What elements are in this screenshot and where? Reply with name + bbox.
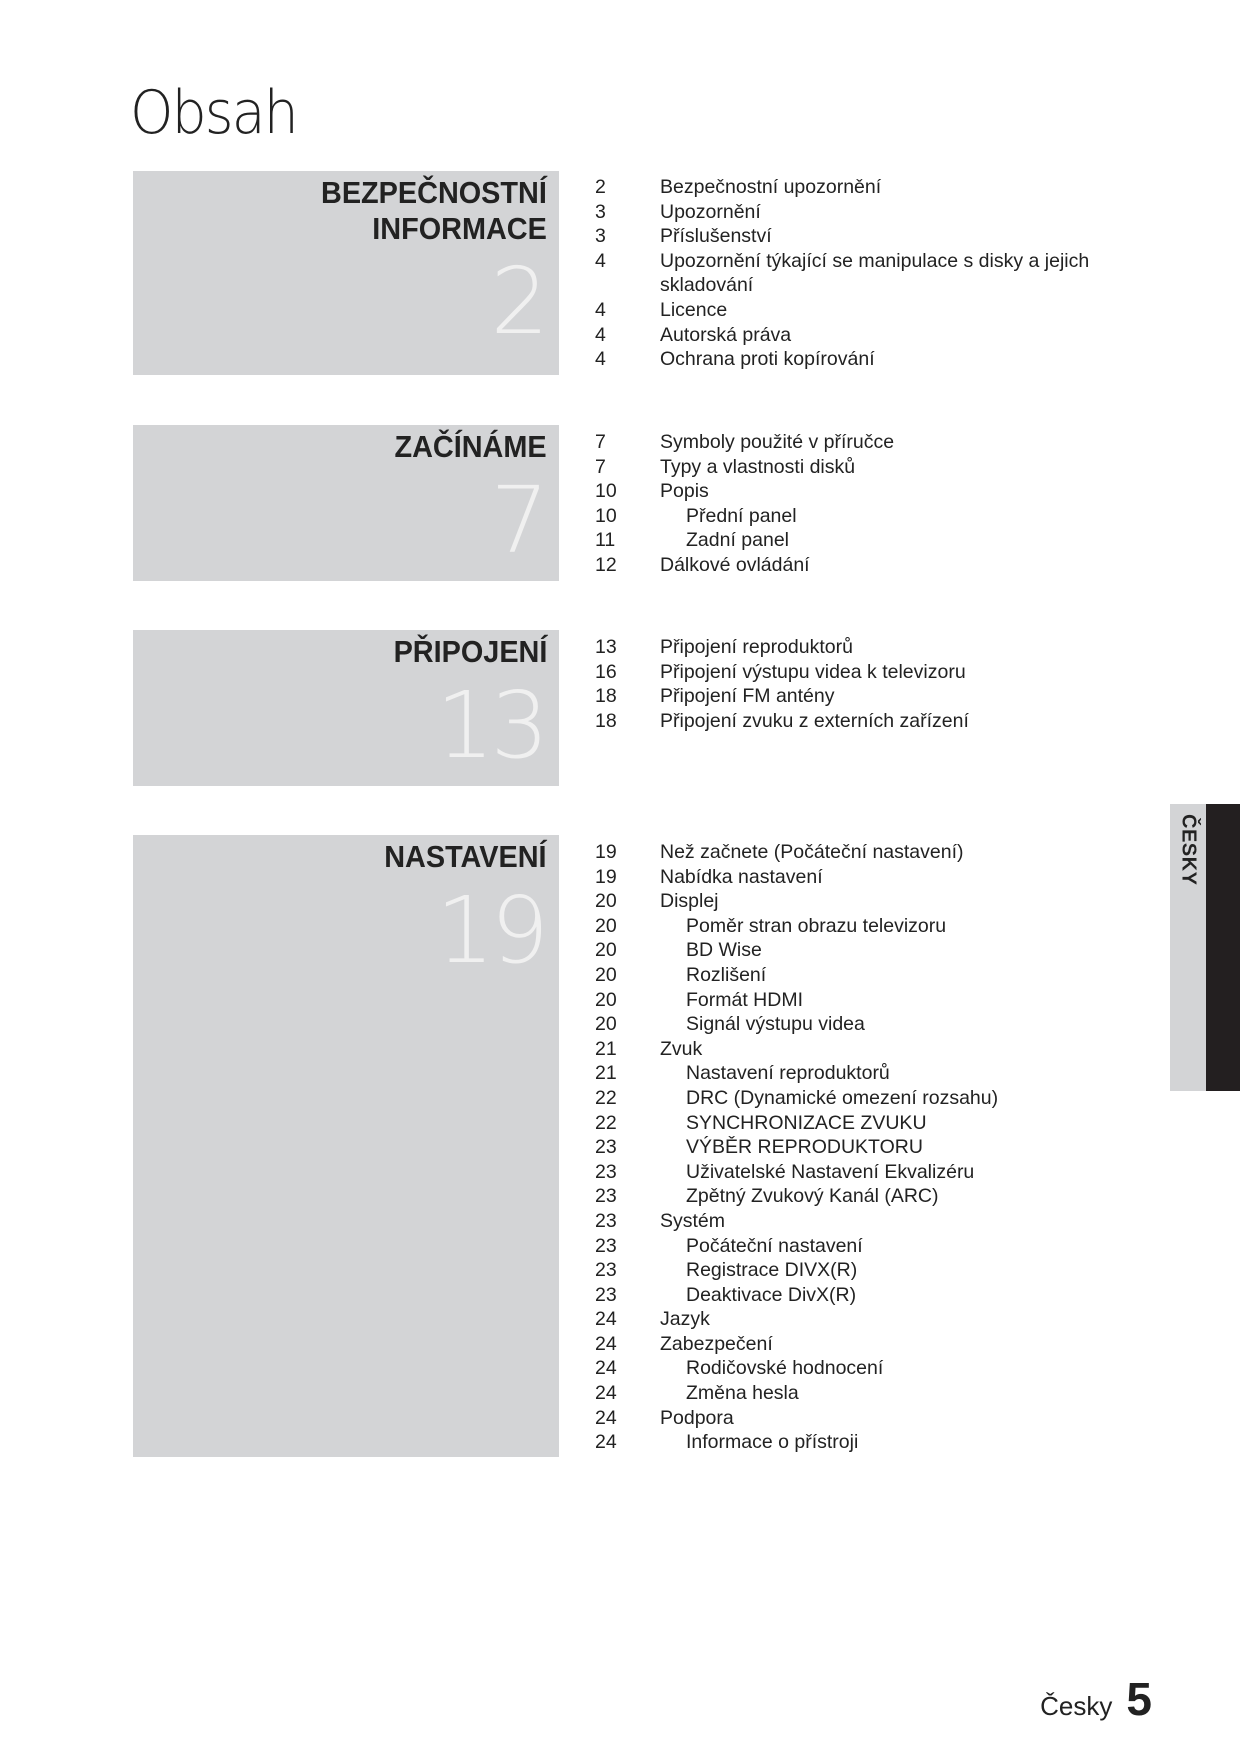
side-tab-label: ČESKY — [1177, 814, 1200, 886]
toc-entry-title: SYNCHRONIZACE ZVUKU — [686, 1111, 927, 1134]
toc-entry — [595, 200, 1115, 225]
toc-page-number: 23 — [595, 1234, 617, 1257]
toc-subentry — [595, 528, 1115, 553]
toc-subentry — [595, 914, 1115, 939]
toc-entry-title: Typy a vlastnosti disků — [660, 455, 856, 478]
toc-subentry — [595, 1283, 1115, 1308]
toc-page-number: 4 — [595, 348, 606, 371]
toc-page-number: 23 — [595, 1185, 617, 1208]
toc-entry-title: Rozlišení — [686, 963, 767, 986]
toc-subentry — [595, 504, 1115, 529]
toc-page-number: 20 — [595, 890, 617, 913]
toc-page-number: 18 — [595, 685, 617, 708]
toc-entry-title: Bezpečnostní upozornění — [660, 176, 882, 198]
toc-entry — [595, 684, 1115, 709]
toc-page-number: 20 — [595, 988, 617, 1011]
toc-page-number: 7 — [595, 455, 606, 478]
toc-entry — [595, 660, 1115, 685]
toc-page-number: 2 — [595, 176, 606, 198]
toc-entry — [595, 430, 1115, 455]
toc-page-number: 4 — [595, 298, 606, 321]
footer-page-number: 5 — [1126, 1673, 1152, 1725]
toc-page-number: 19 — [595, 841, 617, 863]
toc-page-number: 22 — [595, 1086, 617, 1109]
toc-page-number: 23 — [595, 1160, 617, 1183]
section-box-zaciname — [133, 425, 559, 581]
toc-page-number: 21 — [595, 1037, 617, 1060]
toc-subentry — [595, 1430, 1115, 1455]
toc-page-number: 23 — [595, 1283, 617, 1306]
toc-subentry — [595, 1234, 1115, 1259]
toc-page-number: 21 — [595, 1062, 617, 1085]
toc-page-number: 11 — [595, 529, 616, 552]
toc-entry — [595, 1406, 1115, 1431]
section-title: NASTAVENÍ — [384, 839, 547, 874]
toc-entry-title: Informace o přístroji — [686, 1431, 859, 1454]
toc-page-number: 23 — [595, 1209, 617, 1232]
section-box-bezpecnostni — [133, 171, 559, 375]
toc-page-number: 22 — [595, 1111, 617, 1134]
toc-subentry — [595, 1258, 1115, 1283]
toc-subentry — [595, 1184, 1115, 1209]
toc-entry — [595, 635, 1115, 660]
page-title: Obsah — [130, 78, 297, 148]
toc-entry-title: Displej — [660, 890, 719, 913]
toc-entry — [595, 224, 1115, 249]
toc-page-number: 20 — [595, 1013, 617, 1036]
toc-entry-title: Než začnete (Počáteční nastavení) — [660, 841, 964, 863]
toc-page-number: 23 — [595, 1136, 617, 1159]
toc-page-number: 3 — [595, 225, 606, 248]
toc-entry — [595, 1332, 1115, 1357]
toc-subentry — [595, 963, 1115, 988]
toc-entry-title: Připojení FM antény — [660, 685, 835, 708]
toc-list-nastaveni — [595, 840, 1115, 1455]
toc-subentry — [595, 1160, 1115, 1185]
toc-entry-title: Upozornění — [660, 200, 761, 223]
toc-entry-title: Systém — [660, 1209, 726, 1232]
section-box-pripojeni — [133, 630, 559, 786]
toc-entry — [595, 1307, 1115, 1332]
toc-entry-title: Zadní panel — [686, 529, 789, 552]
toc-entry — [595, 175, 1115, 200]
toc-entry — [595, 479, 1115, 504]
section-number: 7 — [490, 467, 545, 574]
toc-subentry — [595, 1356, 1115, 1381]
toc-entry-title: Nabídka nastavení — [660, 865, 823, 888]
toc-entry — [595, 298, 1115, 323]
toc-page-number: 24 — [595, 1308, 617, 1331]
toc-page-number: 4 — [595, 323, 606, 346]
toc-page-number: 13 — [595, 636, 617, 658]
toc-page-number: 3 — [595, 200, 606, 223]
toc-entry-title: Připojení zvuku z externích zařízení — [660, 709, 969, 732]
toc-page-number: 24 — [595, 1332, 617, 1355]
toc-subentry — [595, 1135, 1115, 1160]
toc-entry-title: Popis — [660, 480, 709, 503]
toc-entry-title: Licence — [660, 298, 728, 321]
toc-entry-title: Upozornění týkající se manipulace s disky a jejich skladování — [660, 249, 1090, 297]
toc-entry-title: Zvuk — [660, 1037, 703, 1060]
toc-page-number: 10 — [595, 480, 617, 503]
toc-page-number: 4 — [595, 249, 606, 272]
toc-list-bezpecnostni — [595, 175, 1115, 372]
toc-entry-title: Změna hesla — [686, 1382, 799, 1405]
toc-entry — [595, 323, 1115, 348]
side-tab-bar — [1206, 804, 1240, 1091]
toc-list-pripojeni — [595, 635, 1115, 733]
toc-entry — [595, 709, 1115, 734]
toc-entry — [595, 347, 1115, 372]
toc-entry — [595, 553, 1115, 578]
toc-subentry — [595, 1111, 1115, 1136]
toc-entry-title: DRC (Dynamické omezení rozsahu) — [686, 1086, 999, 1109]
toc-entry-title: Symboly použité v příručce — [660, 431, 895, 453]
toc-page-number: 20 — [595, 939, 617, 962]
toc-entry — [595, 1037, 1115, 1062]
toc-page-number: 24 — [595, 1357, 617, 1380]
toc-page-number: 10 — [595, 504, 617, 527]
toc-entry-title: Deaktivace DivX(R) — [686, 1283, 857, 1306]
toc-entry-title: Nastavení reproduktorů — [686, 1062, 890, 1085]
toc-page-number: 12 — [595, 553, 617, 576]
toc-subentry — [595, 1086, 1115, 1111]
toc-entry-title: Podpora — [660, 1406, 734, 1429]
toc-entry — [595, 889, 1115, 914]
section-title: PŘIPOJENÍ — [393, 634, 547, 669]
toc-page-number: 23 — [595, 1259, 617, 1282]
section-number: 2 — [490, 248, 545, 355]
toc-entry-title: Dálkové ovládání — [660, 553, 810, 576]
toc-entry-title: VÝBĚR REPRODUKTORU — [686, 1136, 923, 1159]
toc-entry-title: Jazyk — [660, 1308, 710, 1331]
toc-page-number: 16 — [595, 660, 617, 683]
toc-page-number: 20 — [595, 963, 617, 986]
toc-page-number: 24 — [595, 1382, 617, 1405]
footer-language: Česky — [1040, 1691, 1113, 1721]
toc-page-number: 7 — [595, 431, 606, 453]
toc-entry — [595, 865, 1115, 890]
toc-subentry — [595, 1061, 1115, 1086]
section-number: 13 — [435, 672, 545, 779]
toc-list-zaciname — [595, 430, 1115, 578]
section-title: ZAČÍNÁME — [394, 429, 547, 464]
section-number: 19 — [435, 877, 545, 984]
toc-entry-title: BD Wise — [686, 939, 762, 962]
toc-page-number: 24 — [595, 1406, 617, 1429]
toc-entry-title: Příslušenství — [660, 225, 772, 248]
toc-entry — [595, 1209, 1115, 1234]
toc-subentry — [595, 1012, 1115, 1037]
toc-page-number: 18 — [595, 709, 617, 732]
toc-page-number: 19 — [595, 865, 617, 888]
toc-entry-title: Formát HDMI — [686, 988, 803, 1011]
toc-subentry — [595, 938, 1115, 963]
side-tab — [1170, 804, 1206, 1091]
toc-entry-title: Registrace DIVX(R) — [686, 1259, 858, 1282]
toc-entry-title: Rodičovské hodnocení — [686, 1357, 884, 1380]
toc-entry-title: Zabezpečení — [660, 1332, 773, 1355]
toc-entry-title: Autorská práva — [660, 323, 792, 346]
toc-entry — [595, 249, 1115, 298]
toc-entry-title: Poměr stran obrazu televizoru — [686, 914, 947, 937]
toc-page-number: 24 — [595, 1431, 617, 1454]
toc-entry-title: Ochrana proti kopírování — [660, 348, 875, 371]
toc-subentry — [595, 988, 1115, 1013]
toc-entry-title: Zpětný Zvukový Kanál (ARC) — [686, 1185, 939, 1208]
toc-entry-title: Počáteční nastavení — [686, 1234, 863, 1257]
toc-entry — [595, 840, 1115, 865]
toc-page-number: 20 — [595, 914, 617, 937]
section-title: BEZPEČNOSTNÍ INFORMACE — [321, 175, 547, 246]
toc-entry-title: Připojení výstupu videa k televizoru — [660, 660, 966, 683]
toc-entry — [595, 455, 1115, 480]
toc-subentry — [595, 1381, 1115, 1406]
toc-entry-title: Přední panel — [686, 504, 797, 527]
toc-entry-title: Uživatelské Nastavení Ekvalizéru — [686, 1160, 975, 1183]
toc-entry-title: Připojení reproduktorů — [660, 636, 853, 658]
footer — [1040, 1672, 1152, 1726]
section-box-nastaveni — [133, 835, 559, 1457]
toc-entry-title: Signál výstupu videa — [686, 1013, 865, 1036]
